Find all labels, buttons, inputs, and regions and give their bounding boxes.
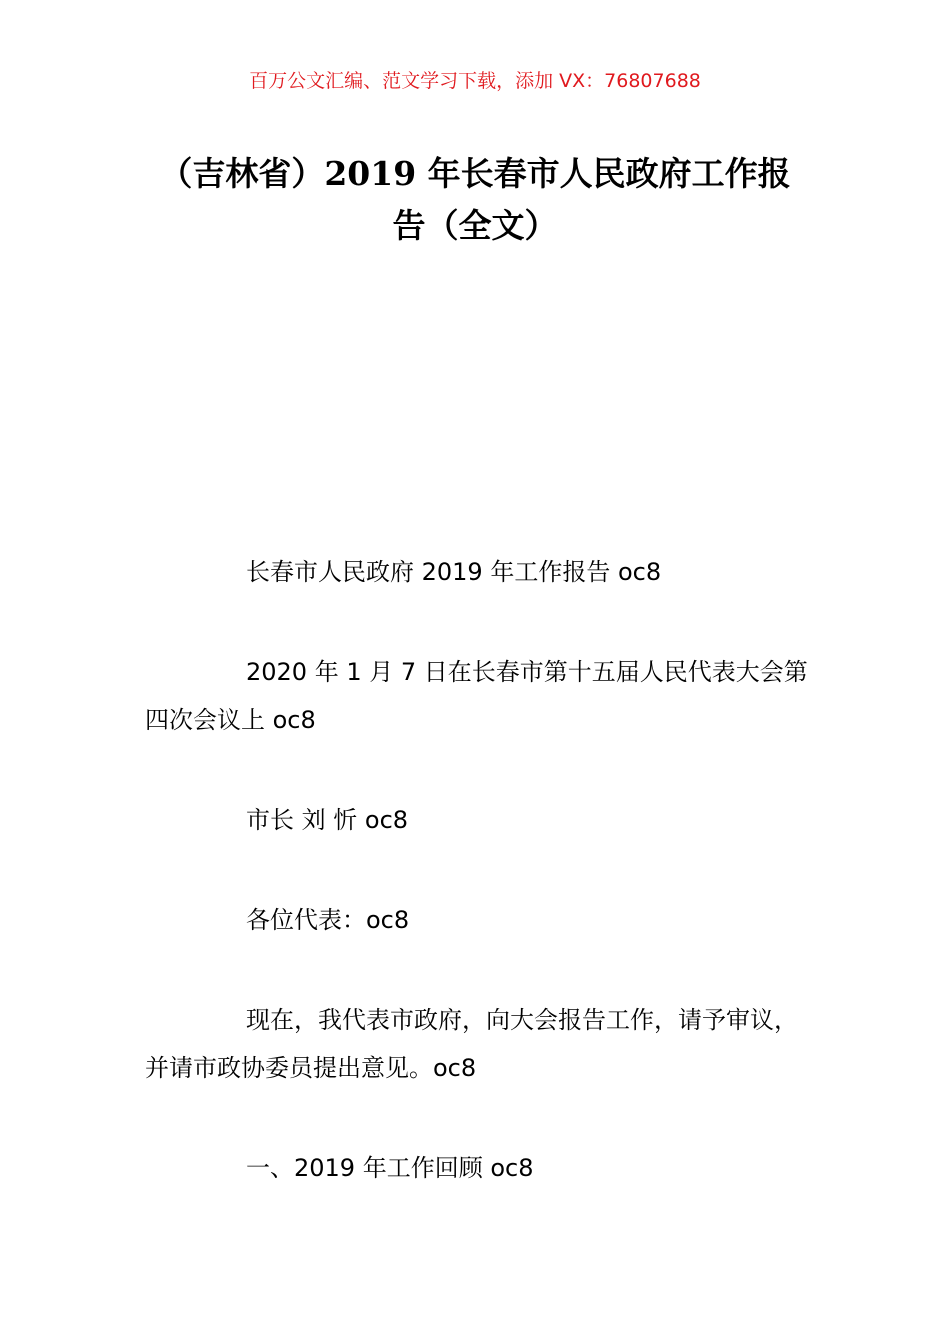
document-body <box>145 548 810 1244</box>
title-line-2: 告（全文） <box>392 206 558 245</box>
document-title <box>145 148 805 252</box>
title-line-1: （吉林省）2019 年长春市人民政府工作报 <box>159 154 791 193</box>
paragraph-heading: 长春市人民政府 2019 年工作报告 oc8 <box>246 558 662 586</box>
paragraph-salutation: 各位代表：oc8 <box>246 906 410 934</box>
paragraph-speaker: 市长 刘 忻 oc8 <box>246 806 409 834</box>
header-note: 百万公文汇编、范文学习下载，添加 VX：76807688 <box>249 70 701 92</box>
paragraph-section-1: 一、2019 年工作回顾 oc8 <box>246 1154 534 1182</box>
paragraph-meeting-info: 2020 年 1 月 7 日在长春市第十五届人民代表大会第四次会议上 oc8 <box>145 658 808 734</box>
paragraph-intro: 现在，我代表市政府，向大会报告工作，请予审议，并请市政协委员提出意见。oc8 <box>145 1006 798 1082</box>
